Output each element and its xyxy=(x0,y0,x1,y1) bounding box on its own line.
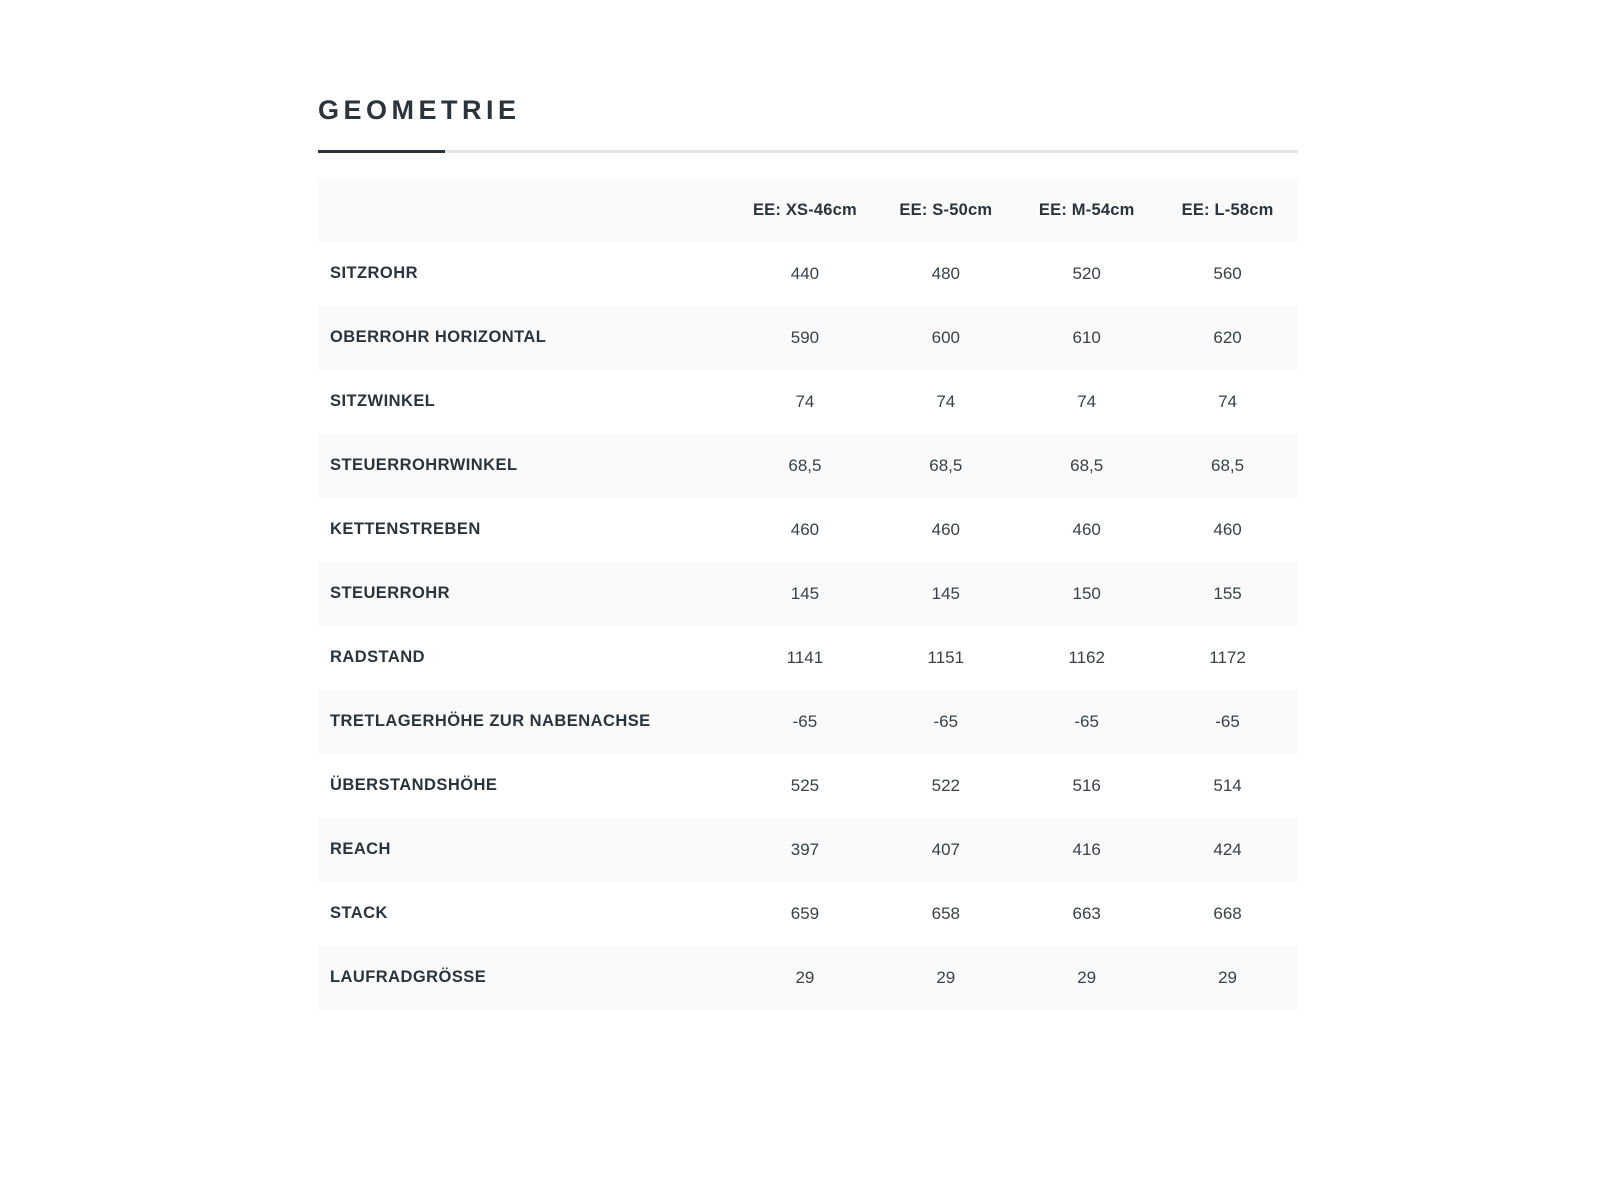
column-header-l: EE: L-58cm xyxy=(1157,179,1298,242)
row-value: 68,5 xyxy=(735,434,876,498)
table-row xyxy=(318,370,1298,434)
table-header-row xyxy=(318,179,1298,242)
table-body xyxy=(318,242,1298,1010)
row-value: 514 xyxy=(1157,754,1298,818)
row-value: 68,5 xyxy=(1016,434,1157,498)
row-value: 480 xyxy=(875,242,1016,306)
row-value: 29 xyxy=(1016,946,1157,1010)
table-row xyxy=(318,498,1298,562)
row-value: 74 xyxy=(1157,370,1298,434)
row-value: 663 xyxy=(1016,882,1157,946)
geometry-section xyxy=(318,96,1298,1010)
row-value: 600 xyxy=(875,306,1016,370)
column-header-m: EE: M-54cm xyxy=(1016,179,1157,242)
row-value: 424 xyxy=(1157,818,1298,882)
column-header-label xyxy=(318,179,735,242)
title-underline-rule xyxy=(318,150,1298,153)
row-value: 1151 xyxy=(875,626,1016,690)
table-row xyxy=(318,754,1298,818)
row-label: STEUERROHRWINKEL xyxy=(318,434,735,498)
row-label: TRETLAGERHÖHE ZUR NABENACHSE xyxy=(318,690,735,754)
row-value: -65 xyxy=(1016,690,1157,754)
row-value: 74 xyxy=(1016,370,1157,434)
row-value: 522 xyxy=(875,754,1016,818)
row-label: REACH xyxy=(318,818,735,882)
table-row xyxy=(318,818,1298,882)
row-label: LAUFRADGRÖSSE xyxy=(318,946,735,1010)
row-value: 145 xyxy=(735,562,876,626)
geometry-table xyxy=(318,179,1298,1010)
row-value: 460 xyxy=(1157,498,1298,562)
column-header-xs: EE: XS-46cm xyxy=(735,179,876,242)
table-row xyxy=(318,882,1298,946)
row-value: 68,5 xyxy=(875,434,1016,498)
row-value: 1162 xyxy=(1016,626,1157,690)
row-value: 68,5 xyxy=(1157,434,1298,498)
row-value: 658 xyxy=(875,882,1016,946)
row-value: 29 xyxy=(875,946,1016,1010)
row-label: RADSTAND xyxy=(318,626,735,690)
row-label: SITZROHR xyxy=(318,242,735,306)
row-value: 590 xyxy=(735,306,876,370)
row-value: 150 xyxy=(1016,562,1157,626)
row-value: 668 xyxy=(1157,882,1298,946)
row-value: 29 xyxy=(1157,946,1298,1010)
row-label: STACK xyxy=(318,882,735,946)
row-value: 397 xyxy=(735,818,876,882)
row-value: 416 xyxy=(1016,818,1157,882)
row-value: 74 xyxy=(875,370,1016,434)
table-row xyxy=(318,946,1298,1010)
page-title: GEOMETRIE xyxy=(318,95,521,125)
row-value: 155 xyxy=(1157,562,1298,626)
row-value: 659 xyxy=(735,882,876,946)
row-value: 460 xyxy=(1016,498,1157,562)
row-value: 74 xyxy=(735,370,876,434)
row-label: SITZWINKEL xyxy=(318,370,735,434)
table-header xyxy=(318,179,1298,242)
row-value: 620 xyxy=(1157,306,1298,370)
row-value: -65 xyxy=(735,690,876,754)
row-value: 1172 xyxy=(1157,626,1298,690)
row-label: KETTENSTREBEN xyxy=(318,498,735,562)
row-value: 560 xyxy=(1157,242,1298,306)
row-value: 440 xyxy=(735,242,876,306)
row-value: 460 xyxy=(735,498,876,562)
row-value: 407 xyxy=(875,818,1016,882)
row-value: 610 xyxy=(1016,306,1157,370)
row-value: 145 xyxy=(875,562,1016,626)
table-row xyxy=(318,306,1298,370)
row-value: -65 xyxy=(1157,690,1298,754)
row-value: 516 xyxy=(1016,754,1157,818)
row-label: OBERROHR HORIZONTAL xyxy=(318,306,735,370)
column-header-s: EE: S-50cm xyxy=(875,179,1016,242)
table-row xyxy=(318,434,1298,498)
row-value: 460 xyxy=(875,498,1016,562)
row-value: 525 xyxy=(735,754,876,818)
row-value: -65 xyxy=(875,690,1016,754)
table-row xyxy=(318,690,1298,754)
row-value: 29 xyxy=(735,946,876,1010)
row-label: STEUERROHR xyxy=(318,562,735,626)
row-value: 1141 xyxy=(735,626,876,690)
table-row xyxy=(318,626,1298,690)
row-label: ÜBERSTANDSHÖHE xyxy=(318,754,735,818)
table-row xyxy=(318,242,1298,306)
row-value: 520 xyxy=(1016,242,1157,306)
table-row xyxy=(318,562,1298,626)
